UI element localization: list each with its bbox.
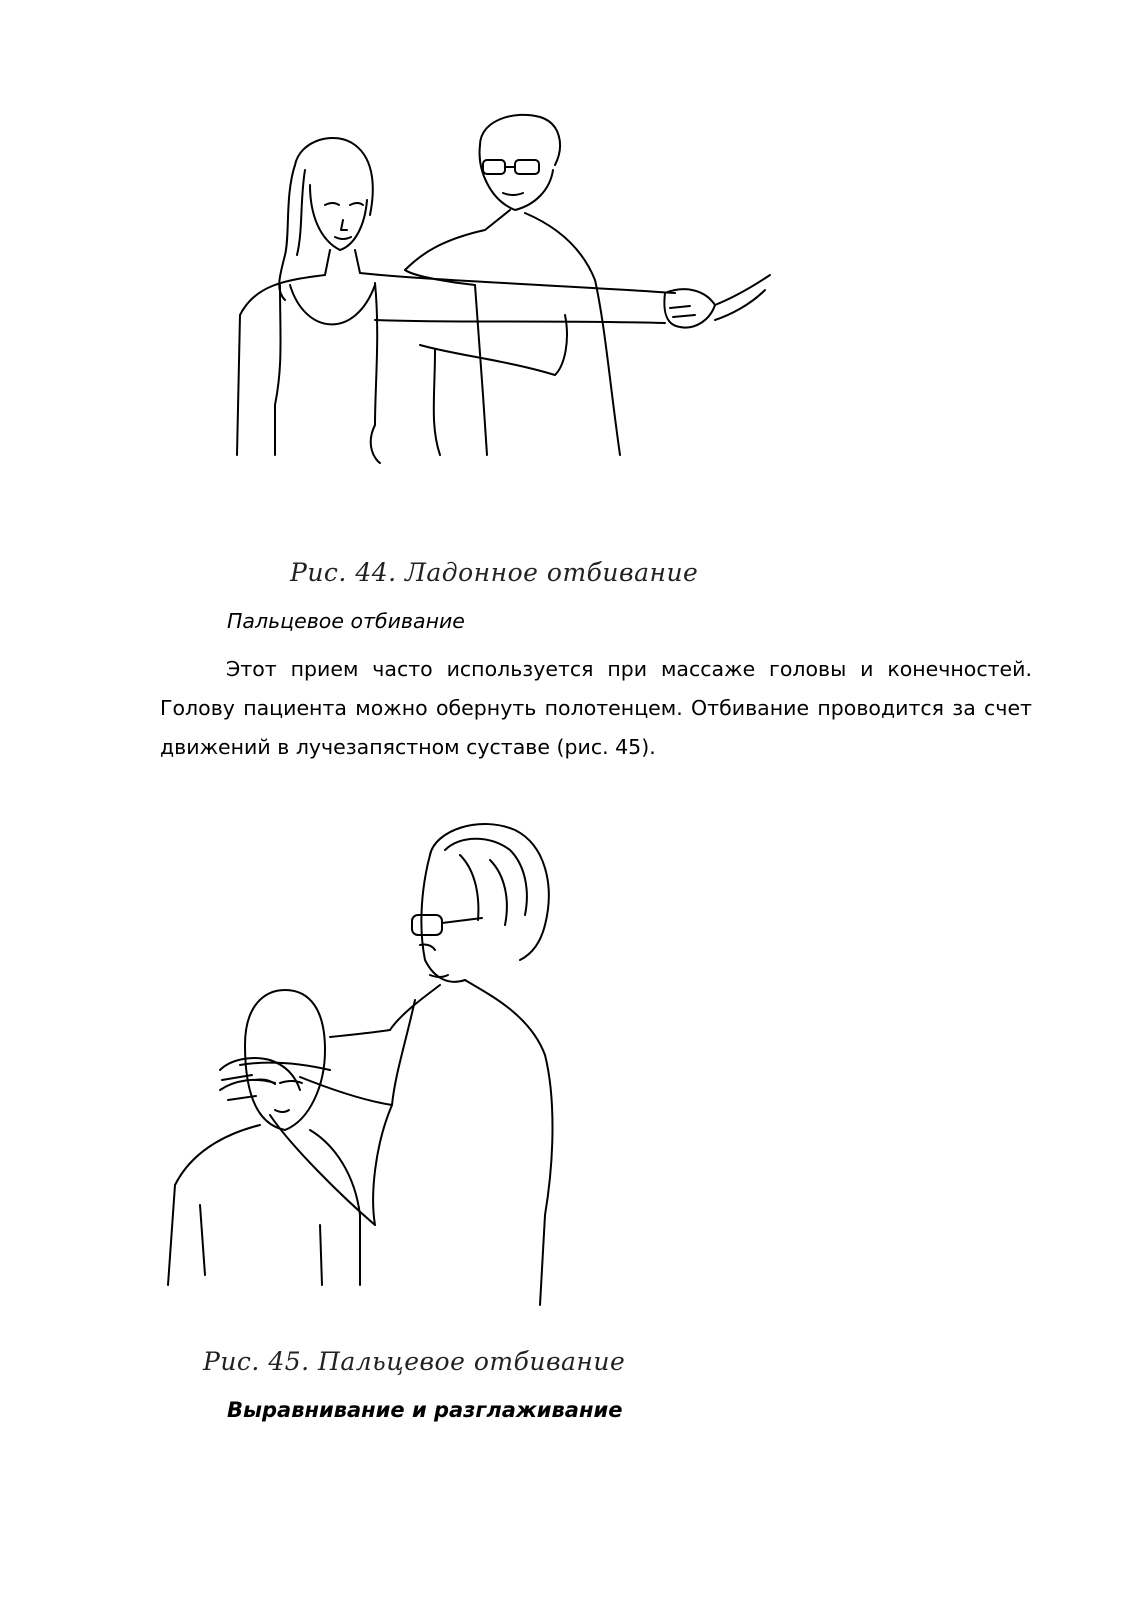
section-heading: Выравнивание и разглаживание xyxy=(227,1398,623,1422)
figure-45-caption: Рис. 45. Пальцевое отбивание xyxy=(203,1347,626,1376)
figure-44-caption: Рис. 44. Ладонное отбивание xyxy=(290,558,699,587)
figure-45-illustration xyxy=(160,815,580,1315)
figure-44-illustration xyxy=(225,105,785,470)
section-subheading: Пальцевое отбивание xyxy=(227,609,465,633)
body-paragraph: Этот прием часто используется при массаже головы и конечностей. Голову пациента можно обернуть полотенцем. Отбивание проводится за счет движений в лучезапястном суставе (рис. 45). xyxy=(160,657,1032,759)
